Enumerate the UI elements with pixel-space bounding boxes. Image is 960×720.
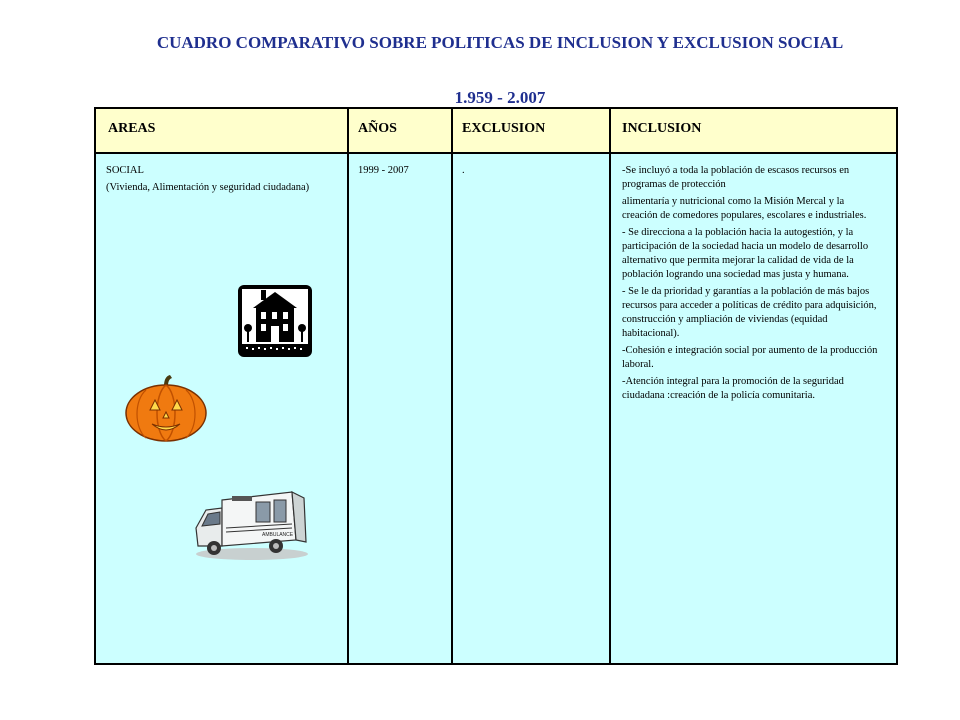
- area-detail: (Vivienda, Alimentación y seguridad ciudadana): [106, 182, 310, 193]
- house-icon: [237, 284, 313, 358]
- table-body-row: [96, 154, 896, 663]
- period-subtitle: 1.959 - 2.007: [454, 88, 546, 107]
- comparison-table: [94, 107, 898, 665]
- inclusion-item: - Se direcciona a la población hacia la autogestión, y la participación de la sociedad hacia un modelo de desarrollo alternativo que permita mejorar la calidad de vida de la población logrando una sociedad mas justa y humana.: [622, 227, 869, 280]
- document-title: CUADRO COMPARATIVO SOBRE POLITICAS DE INCLUSION Y EXCLUSION SOCIAL: [156, 33, 844, 52]
- inclusion-item: alimentaría y nutricional como la Misión Mercal y la creación de comedores populares, escolares e industriales.: [622, 196, 867, 221]
- cell-anos: 1999 - 2007: [358, 165, 409, 176]
- cell-inclusion: [622, 164, 882, 406]
- column-divider: [451, 109, 453, 663]
- ambulance-icon: [192, 488, 312, 562]
- ambulance-lettering: AMBULANCE: [262, 532, 294, 538]
- header-areas: AREAS: [108, 121, 156, 136]
- inclusion-item: -Atención integral para la promoción de la seguridad ciudadana :creación de la policía comunitaria.: [622, 376, 844, 401]
- column-divider: [347, 109, 349, 663]
- column-divider: [609, 109, 611, 663]
- table-header-row: [96, 109, 896, 154]
- header-anos: AÑOS: [358, 121, 397, 136]
- cell-areas: [106, 164, 331, 198]
- header-exclusion: EXCLUSION: [462, 121, 546, 136]
- cell-exclusion: .: [462, 165, 465, 176]
- inclusion-item: -Se incluyó a toda la población de escasos recursos en programas de protección: [622, 165, 850, 190]
- inclusion-item: -Cohesión e integración social por aumento de la producción laboral.: [622, 345, 878, 370]
- jack-o-lantern-icon: [124, 374, 208, 442]
- header-inclusion: INCLUSION: [622, 121, 702, 136]
- area-title: SOCIAL: [106, 165, 144, 176]
- inclusion-item: - Se le da prioridad y garantías a la población de más bajos recursos para acceder a políticas de crédito para adquisición, construcción y ampliación de viviendas (equidad habitacional).: [622, 286, 877, 339]
